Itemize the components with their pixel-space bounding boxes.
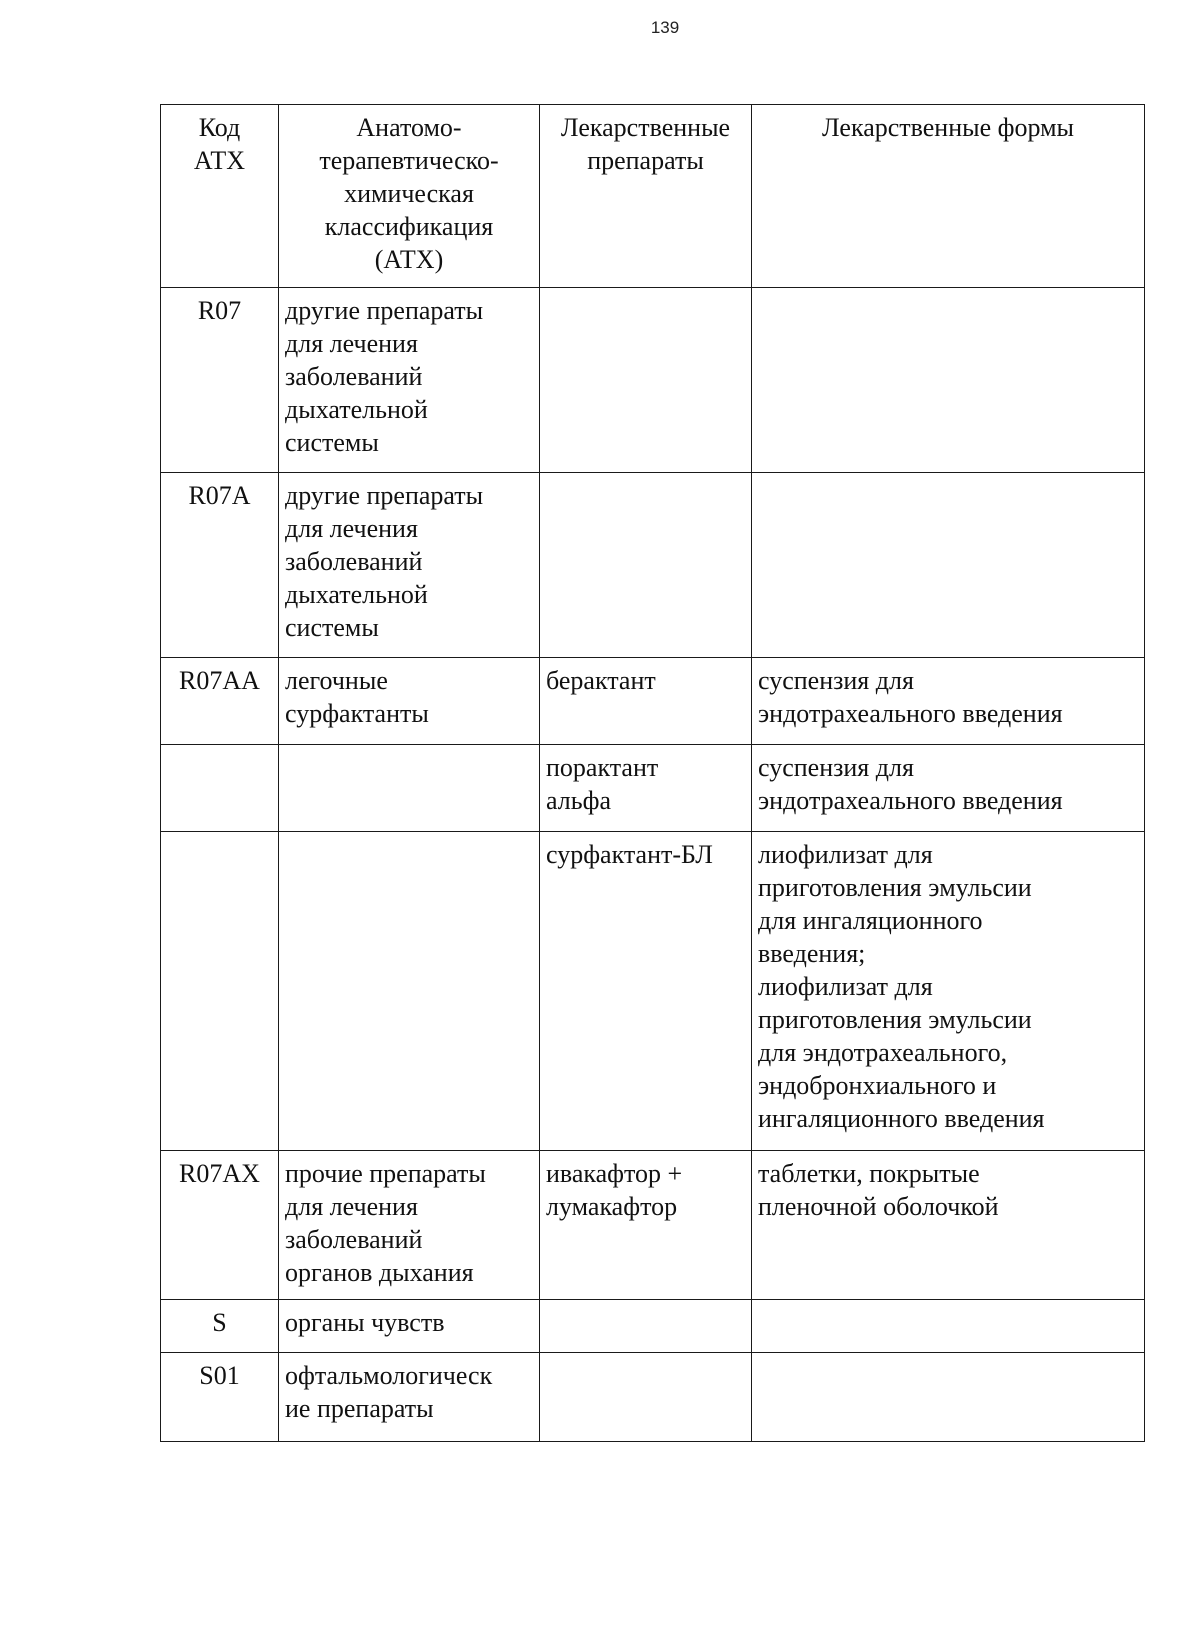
cell-code: S xyxy=(161,1300,279,1353)
table-row xyxy=(161,1353,1145,1442)
header-drugs: Лекарственные препараты xyxy=(540,105,752,288)
cell-atc: другие препараты для лечения заболеваний дыхательной системы xyxy=(279,288,540,473)
cell-code: R07AA xyxy=(161,658,279,745)
cell-form: таблетки, покрытые пленочной оболочкой xyxy=(752,1151,1145,1300)
cell-drug: сурфактант-БЛ xyxy=(540,832,752,1151)
page-number: 139 xyxy=(650,18,680,37)
cell-code xyxy=(161,832,279,1151)
table-row xyxy=(161,658,1145,745)
cell-code: R07 xyxy=(161,288,279,473)
header-code: Код АТХ xyxy=(161,105,279,288)
cell-form: суспензия для эндотрахеального введения xyxy=(752,658,1145,745)
cell-form xyxy=(752,288,1145,473)
cell-form: суспензия для эндотрахеального введения xyxy=(752,745,1145,832)
header-atc-classification: Анатомо- терапевтическо- химическая классификация (АТХ) xyxy=(279,105,540,288)
table-row xyxy=(161,288,1145,473)
cell-code: R07AX xyxy=(161,1151,279,1300)
table-row xyxy=(161,745,1145,832)
cell-drug: порактант альфа xyxy=(540,745,752,832)
cell-form xyxy=(752,1300,1145,1353)
cell-drug: ивакафтор + лумакафтор xyxy=(540,1151,752,1300)
cell-atc xyxy=(279,745,540,832)
cell-atc xyxy=(279,832,540,1151)
atc-table xyxy=(160,104,1145,1442)
table-header-row xyxy=(161,105,1145,288)
header-dosage-forms: Лекарственные формы xyxy=(752,105,1145,288)
cell-drug xyxy=(540,1300,752,1353)
cell-atc: другие препараты для лечения заболеваний дыхательной системы xyxy=(279,473,540,658)
cell-form xyxy=(752,1353,1145,1442)
table-row xyxy=(161,473,1145,658)
cell-drug xyxy=(540,288,752,473)
cell-code: S01 xyxy=(161,1353,279,1442)
table-row xyxy=(161,1300,1145,1353)
cell-atc: офтальмологическ ие препараты xyxy=(279,1353,540,1442)
cell-code: R07A xyxy=(161,473,279,658)
table-row xyxy=(161,832,1145,1151)
cell-form: лиофилизат для приготовления эмульсии для ингаляционного введения; лиофилизат для приготовления эмульсии для эндотрахеального, эндобронхиального и ингаляционного введения xyxy=(752,832,1145,1151)
cell-form xyxy=(752,473,1145,658)
cell-code xyxy=(161,745,279,832)
cell-atc: легочные сурфактанты xyxy=(279,658,540,745)
cell-atc: органы чувств xyxy=(279,1300,540,1353)
cell-atc: прочие препараты для лечения заболеваний органов дыхания xyxy=(279,1151,540,1300)
cell-drug: берактант xyxy=(540,658,752,745)
table-row xyxy=(161,1151,1145,1300)
cell-drug xyxy=(540,1353,752,1442)
cell-drug xyxy=(540,473,752,658)
